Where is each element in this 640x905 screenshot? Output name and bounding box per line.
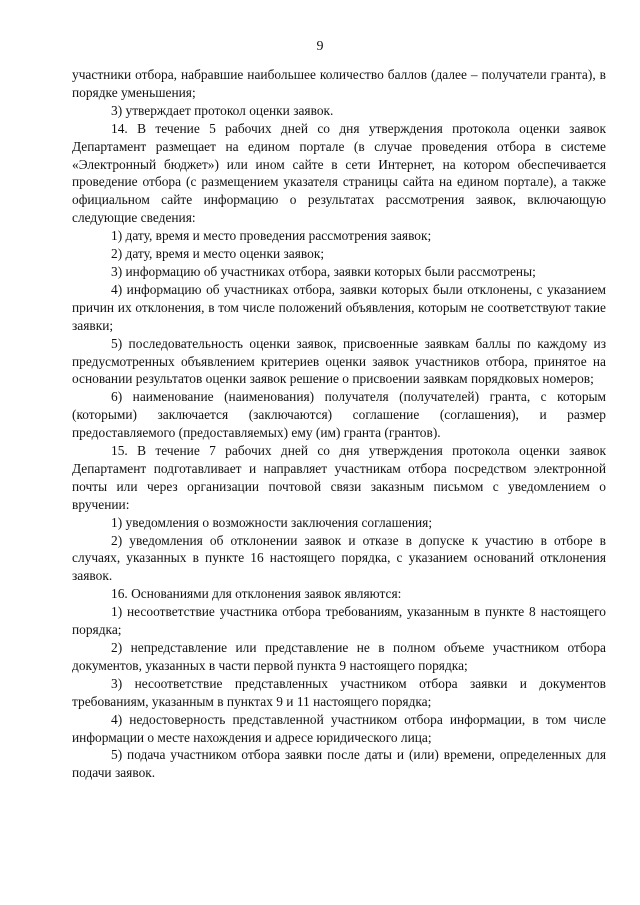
document-body bbox=[72, 66, 606, 782]
page-number: 9 bbox=[316, 39, 324, 54]
paragraph-clause-16-item-5: 5) подача участником отбора заявки после даты и (или) времени, определенных для подачи заявок. bbox=[72, 747, 606, 781]
paragraph-clause-14-item-5: 5) последовательность оценки заявок, присвоенные заявкам баллы по каждому из предусмотренных объявлением критериев оценки заявок участников отбора, принятое на основании результатов оценки заявок решение о присвоении заявкам порядковых номеров; bbox=[72, 335, 606, 387]
paragraph-clause-14-item-4: 4) информацию об участниках отбора, заявки которых были отклонены, с указанием причин их отклонения, в том числе положений объявления, которым не соответствуют такие заявки; bbox=[72, 281, 606, 333]
paragraph-clause-15: 15. В течение 7 рабочих дней со дня утверждения протокола оценки заявок Департамент подготавливает и направляет участникам отбора посредством электронной почты или через организации почтовой связи заказным письмом с уведомлением о вручении: bbox=[72, 443, 606, 512]
paragraph-clause-15-item-2: 2) уведомления об отклонении заявок и отказе в допуске к участию в отборе в случаях, указанных в пункте 16 настоящего порядка, с указанием оснований отклонения заявок. bbox=[72, 532, 606, 584]
paragraph-clause-15-item-1: 1) уведомления о возможности заключения соглашения; bbox=[111, 514, 433, 530]
paragraph-clause-16-item-2: 2) непредставление или представление не в полном объеме участником отбора документов, указанных в части первой пункта 9 настоящего порядка; bbox=[72, 640, 606, 673]
paragraph-item-3-approves-protocol: 3) утверждает протокол оценки заявок. bbox=[111, 102, 334, 118]
paragraph-clause-16: 16. Основаниями для отклонения заявок являются: bbox=[111, 586, 402, 602]
paragraph-clause-16-item-4: 4) недостоверность представленной участником отбора информации, в том числе информации о месте нахождения и адресе юридического лица; bbox=[72, 711, 606, 745]
paragraph-clause-16-item-1: 1) несоответствие участника отбора требованиям, указанным в пункте 8 настоящего порядка; bbox=[72, 604, 606, 638]
paragraph-clause-16-item-3: 3) несоответствие представленных участником отбора заявки и документов требованиям, указанным в пунктах 9 и 11 настоящего порядка; bbox=[72, 675, 606, 709]
paragraph-clause-14-item-2: 2) дату, время и место оценки заявок; bbox=[111, 246, 325, 262]
paragraph-clause-14: 14. В течение 5 рабочих дней со дня утверждения протокола оценки заявок Департамент размещает на едином портале (в случае проведения отбора в системе «Электронный бюджет») или ином сайте в сети Интернет, на котором обеспечивается проведение отбора (с размещением указателя страницы сайта на едином портале), а также официальном сайте информацию о результатах рассмотрения заявок, включающую следующие сведения: bbox=[72, 120, 606, 226]
paragraph-clause-14-item-3: 3) информацию об участниках отбора, заявки которых были рассмотрены; bbox=[111, 263, 536, 279]
paragraph-continuation: участники отбора, набравшие наибольшее количество баллов (далее – получатели гранта), в порядке уменьшения; bbox=[72, 67, 606, 100]
paragraph-clause-14-item-1: 1) дату, время и место проведения рассмотрения заявок; bbox=[111, 228, 432, 244]
paragraph-clause-14-item-6: 6) наименование (наименования) получателя (получателей) гранта, с которым (которыми) заключается (заключаются) соглашение (соглашения), и размер предоставляемого (предоставляемых) ему (им) гранта (грантов). bbox=[72, 389, 606, 441]
